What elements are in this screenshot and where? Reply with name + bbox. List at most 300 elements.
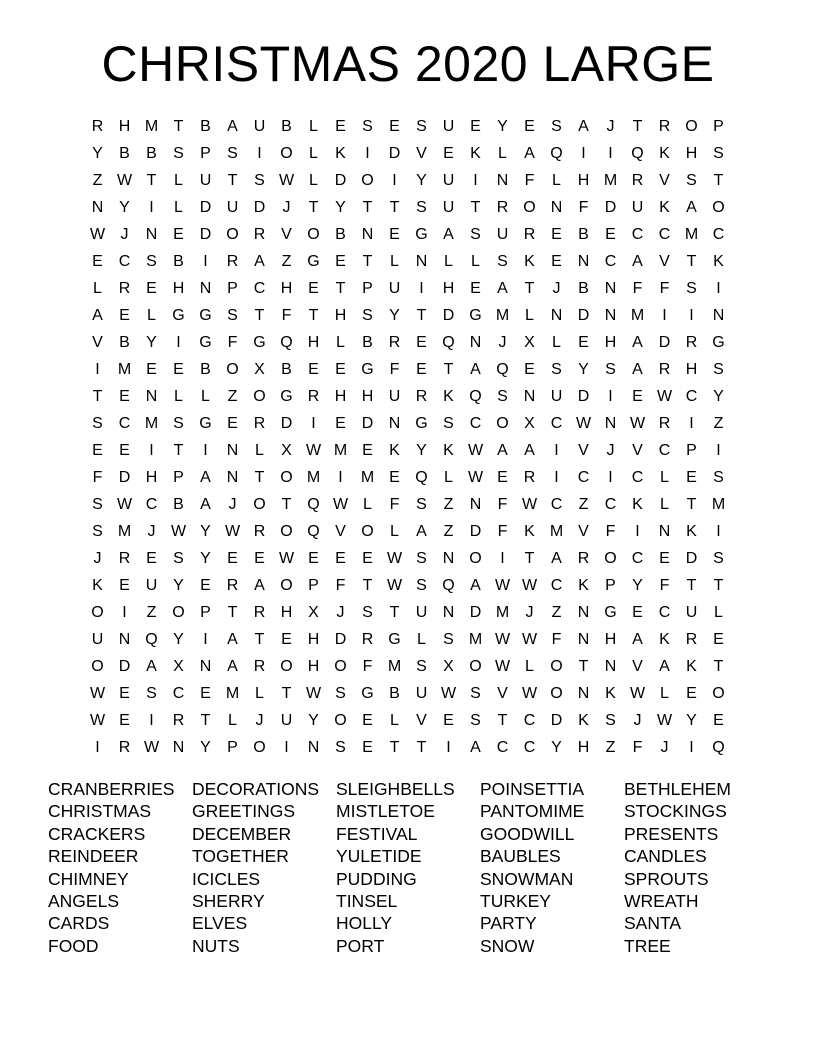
grid-letter: F — [335, 577, 346, 594]
grid-letter: T — [200, 712, 211, 729]
grid-letter: V — [578, 442, 589, 459]
grid-letter: S — [362, 118, 373, 135]
search-word: MISTLETOE — [336, 801, 435, 822]
grid-letter: G — [712, 334, 725, 351]
grid-letter: O — [253, 496, 266, 513]
grid-letter: A — [200, 469, 211, 486]
grid-letter: T — [416, 307, 427, 324]
grid-letter: R — [253, 226, 266, 243]
grid-letter: L — [201, 388, 210, 405]
grid-letter: K — [92, 577, 103, 594]
search-word: CARDS — [48, 913, 110, 934]
grid-letter: U — [388, 280, 401, 297]
grid-letter: I — [608, 469, 613, 486]
grid-letter: T — [92, 388, 103, 405]
grid-letter: I — [95, 361, 100, 378]
grid-letter: J — [606, 442, 615, 459]
grid-letter: Z — [713, 415, 724, 432]
grid-letter: M — [495, 604, 510, 621]
grid-letter: C — [550, 415, 563, 432]
grid-letter: L — [552, 172, 561, 189]
grid-letter: K — [659, 631, 670, 648]
search-word: BAUBLES — [480, 846, 561, 867]
search-word: TINSEL — [336, 891, 398, 912]
search-word: HOLLY — [336, 913, 393, 934]
grid-letter: L — [309, 172, 318, 189]
grid-letter: M — [684, 226, 699, 243]
grid-letter: T — [389, 739, 400, 756]
grid-letter: C — [631, 469, 644, 486]
search-word: WREATH — [624, 891, 699, 912]
grid-letter: E — [200, 685, 211, 702]
grid-letter: Z — [92, 172, 103, 189]
grid-letter: E — [308, 280, 319, 297]
grid-letter: P — [308, 577, 319, 594]
search-word: REINDEER — [48, 846, 139, 867]
grid-letter: S — [173, 550, 184, 567]
search-word: YULETIDE — [336, 846, 422, 867]
grid-letter: R — [226, 577, 239, 594]
grid-letter: V — [281, 226, 292, 243]
grid-letter: G — [415, 226, 428, 243]
search-word: SNOW — [480, 935, 535, 956]
grid-letter: J — [633, 712, 642, 729]
grid-letter: R — [658, 118, 671, 135]
grid-letter: N — [442, 550, 455, 567]
grid-row — [84, 491, 732, 518]
grid-letter: M — [306, 469, 321, 486]
grid-letter: L — [309, 118, 318, 135]
grid-letter: L — [525, 307, 534, 324]
grid-row — [84, 356, 732, 383]
grid-letter: E — [119, 685, 130, 702]
grid-letter: V — [632, 442, 643, 459]
grid-row — [84, 302, 732, 329]
grid-letter: G — [199, 307, 212, 324]
grid-letter: H — [685, 145, 698, 162]
grid-letter: S — [146, 685, 157, 702]
grid-letter: E — [173, 226, 184, 243]
grid-letter: W — [89, 226, 106, 243]
grid-letter: R — [658, 361, 671, 378]
grid-letter: E — [146, 550, 157, 567]
grid-letter: K — [578, 712, 589, 729]
grid-letter: T — [227, 604, 238, 621]
grid-letter: L — [309, 145, 318, 162]
search-word: TURKEY — [480, 891, 551, 912]
grid-letter: O — [550, 658, 563, 675]
grid-letter: Z — [146, 604, 157, 621]
grid-letter: L — [444, 469, 453, 486]
grid-letter: C — [118, 253, 131, 270]
grid-letter: E — [119, 712, 130, 729]
grid-letter: W — [116, 172, 133, 189]
grid-letter: M — [549, 523, 564, 540]
grid-letter: A — [632, 361, 643, 378]
grid-letter: A — [578, 118, 589, 135]
grid-letter: V — [632, 658, 643, 675]
grid-row — [84, 248, 732, 275]
grid-letter: C — [685, 388, 698, 405]
grid-letter: T — [524, 550, 535, 567]
grid-letter: W — [305, 685, 322, 702]
grid-letter: R — [253, 415, 266, 432]
grid-letter: I — [95, 739, 100, 756]
grid-letter: Q — [631, 145, 644, 162]
grid-letter: E — [551, 226, 562, 243]
word-column — [48, 778, 192, 957]
grid-letter: G — [361, 685, 374, 702]
search-word: NUTS — [192, 935, 240, 956]
grid-letter: E — [335, 253, 346, 270]
grid-letter: I — [716, 280, 721, 297]
grid-letter: R — [523, 469, 536, 486]
grid-letter: A — [254, 577, 265, 594]
grid-letter: D — [280, 415, 293, 432]
grid-letter: E — [713, 712, 724, 729]
grid-letter: L — [147, 307, 156, 324]
letter-grid — [84, 113, 732, 761]
search-word: ANGELS — [48, 891, 119, 912]
grid-letter: N — [712, 307, 725, 324]
grid-letter: D — [118, 658, 131, 675]
grid-letter: I — [203, 253, 208, 270]
grid-letter: U — [253, 118, 266, 135]
grid-letter: R — [658, 415, 671, 432]
grid-letter: N — [145, 226, 158, 243]
grid-letter: Q — [307, 523, 320, 540]
grid-letter: T — [335, 280, 346, 297]
grid-letter: A — [470, 361, 481, 378]
grid-letter: T — [254, 307, 265, 324]
grid-letter: N — [577, 685, 590, 702]
grid-letter: T — [443, 361, 454, 378]
grid-letter: D — [253, 199, 266, 216]
grid-letter: Q — [442, 334, 455, 351]
grid-letter: C — [496, 739, 509, 756]
grid-letter: A — [227, 658, 238, 675]
grid-letter: C — [604, 496, 617, 513]
grid-letter: Y — [92, 145, 103, 162]
grid-letter: T — [713, 658, 724, 675]
grid-letter: J — [120, 226, 129, 243]
grid-letter: T — [578, 658, 589, 675]
grid-letter: O — [280, 469, 293, 486]
grid-row — [84, 707, 732, 734]
grid-letter: R — [577, 550, 590, 567]
grid-letter: H — [334, 388, 347, 405]
grid-letter: E — [443, 712, 454, 729]
grid-letter: M — [333, 442, 348, 459]
grid-row — [84, 518, 732, 545]
grid-letter: N — [604, 415, 617, 432]
grid-letter: A — [470, 739, 481, 756]
search-word: PRESENTS — [624, 823, 719, 844]
search-word: FOOD — [48, 935, 99, 956]
grid-letter: R — [685, 334, 698, 351]
grid-letter: S — [470, 226, 481, 243]
grid-letter: H — [307, 334, 320, 351]
grid-letter: L — [660, 685, 669, 702]
grid-letter: W — [521, 496, 538, 513]
grid-letter: N — [118, 631, 131, 648]
grid-letter: D — [442, 307, 455, 324]
grid-letter: S — [362, 604, 373, 621]
grid-letter: E — [686, 469, 697, 486]
grid-letter: R — [253, 523, 266, 540]
grid-letter: W — [224, 523, 241, 540]
grid-letter: R — [307, 388, 320, 405]
grid-letter: J — [228, 496, 237, 513]
grid-letter: D — [685, 550, 698, 567]
grid-letter: T — [254, 631, 265, 648]
grid-letter: J — [552, 280, 561, 297]
grid-row — [84, 599, 732, 626]
grid-letter: I — [149, 442, 154, 459]
search-word: DECEMBER — [192, 823, 292, 844]
grid-letter: F — [389, 496, 400, 513]
grid-letter: R — [415, 388, 428, 405]
grid-letter: F — [389, 361, 400, 378]
grid-row — [84, 545, 732, 572]
grid-letter: Z — [443, 523, 454, 540]
grid-letter: E — [470, 118, 481, 135]
grid-letter: W — [170, 523, 187, 540]
grid-letter: I — [311, 415, 316, 432]
grid-letter: S — [713, 145, 724, 162]
grid-letter: H — [145, 469, 158, 486]
grid-letter: J — [93, 550, 102, 567]
grid-letter: C — [658, 604, 671, 621]
grid-letter: S — [173, 145, 184, 162]
grid-letter: D — [658, 334, 671, 351]
grid-letter: U — [550, 388, 563, 405]
search-word: TOGETHER — [192, 846, 289, 867]
grid-letter: G — [469, 307, 482, 324]
grid-row — [84, 167, 732, 194]
grid-letter: S — [713, 550, 724, 567]
grid-letter: R — [631, 172, 644, 189]
grid-letter: E — [443, 145, 454, 162]
search-word: PARTY — [480, 913, 537, 934]
grid-letter: B — [281, 361, 292, 378]
grid-letter: E — [713, 631, 724, 648]
grid-letter: O — [334, 712, 347, 729]
grid-letter: K — [659, 199, 670, 216]
grid-letter: Y — [551, 739, 562, 756]
grid-letter: E — [362, 550, 373, 567]
grid-letter: G — [199, 415, 212, 432]
grid-letter: O — [550, 685, 563, 702]
grid-letter: O — [253, 739, 266, 756]
grid-letter: M — [144, 118, 159, 135]
grid-letter: K — [632, 496, 643, 513]
grid-letter: T — [227, 172, 238, 189]
grid-letter: O — [712, 199, 725, 216]
search-word: CRANBERRIES — [48, 779, 175, 799]
grid-letter: B — [362, 334, 373, 351]
grid-letter: E — [497, 469, 508, 486]
grid-letter: T — [686, 577, 697, 594]
grid-letter: N — [226, 469, 239, 486]
grid-letter: F — [632, 280, 643, 297]
grid-letter: F — [578, 199, 589, 216]
grid-letter: D — [604, 199, 617, 216]
grid-letter: S — [605, 712, 616, 729]
grid-letter: O — [91, 658, 104, 675]
grid-letter: G — [307, 253, 320, 270]
grid-letter: F — [659, 280, 670, 297]
grid-letter: S — [254, 172, 265, 189]
grid-letter: S — [713, 469, 724, 486]
grid-letter: L — [444, 253, 453, 270]
grid-letter: V — [659, 253, 670, 270]
grid-letter: C — [550, 496, 563, 513]
grid-letter: G — [415, 415, 428, 432]
grid-letter: M — [603, 172, 618, 189]
grid-letter: Y — [416, 172, 427, 189]
grid-letter: O — [469, 550, 482, 567]
grid-letter: U — [226, 199, 239, 216]
grid-letter: X — [524, 334, 535, 351]
grid-letter: C — [253, 280, 266, 297]
grid-letter: N — [577, 253, 590, 270]
grid-letter: V — [92, 334, 103, 351]
grid-letter: C — [658, 442, 671, 459]
grid-row — [84, 572, 732, 599]
grid-letter: S — [470, 685, 481, 702]
grid-letter: I — [500, 550, 505, 567]
grid-letter: I — [581, 145, 586, 162]
grid-letter: Y — [200, 739, 211, 756]
search-word: SANTA — [624, 913, 682, 934]
grid-row — [84, 653, 732, 680]
grid-letter: R — [361, 631, 374, 648]
page-title: CHRISTMAS 2020 LARGE — [101, 36, 715, 92]
grid-letter: S — [551, 118, 562, 135]
grid-letter: N — [604, 307, 617, 324]
grid-letter: T — [362, 253, 373, 270]
grid-letter: P — [200, 145, 211, 162]
grid-letter: A — [632, 334, 643, 351]
grid-letter: S — [497, 253, 508, 270]
grid-letter: N — [91, 199, 104, 216]
grid-letter: B — [119, 334, 130, 351]
grid-letter: W — [521, 685, 538, 702]
grid-letter: U — [280, 712, 293, 729]
grid-letter: W — [494, 577, 511, 594]
grid-letter: Y — [686, 712, 697, 729]
grid-letter: I — [419, 280, 424, 297]
search-word: PUDDING — [336, 868, 417, 889]
search-word: GREETINGS — [192, 801, 296, 822]
grid-letter: Y — [578, 361, 589, 378]
search-word: DECORATIONS — [192, 779, 320, 799]
grid-letter: E — [173, 361, 184, 378]
grid-letter: X — [524, 415, 535, 432]
grid-letter: H — [280, 280, 293, 297]
grid-letter: E — [335, 361, 346, 378]
grid-letter: W — [278, 172, 295, 189]
grid-letter: C — [118, 415, 131, 432]
grid-letter: I — [689, 307, 694, 324]
grid-letter: B — [200, 361, 211, 378]
word-column — [192, 778, 336, 957]
grid-letter: E — [362, 739, 373, 756]
grid-letter: T — [146, 172, 157, 189]
grid-letter: D — [334, 631, 347, 648]
grid-letter: O — [496, 415, 509, 432]
grid-letter: W — [89, 712, 106, 729]
grid-letter: B — [578, 280, 589, 297]
grid-letter: C — [145, 496, 158, 513]
grid-letter: C — [631, 226, 644, 243]
grid-letter: N — [577, 604, 590, 621]
grid-letter: E — [335, 118, 346, 135]
grid-letter: L — [390, 253, 399, 270]
grid-letter: Y — [146, 334, 157, 351]
grid-letter: F — [92, 469, 103, 486]
grid-letter: Q — [442, 577, 455, 594]
grid-letter: D — [199, 226, 212, 243]
grid-letter: A — [200, 496, 211, 513]
grid-letter: O — [361, 172, 374, 189]
grid-letter: P — [713, 118, 724, 135]
grid-letter: U — [415, 604, 428, 621]
grid-letter: S — [470, 712, 481, 729]
grid-letter: E — [389, 118, 400, 135]
grid-letter: U — [91, 631, 104, 648]
grid-letter: I — [473, 172, 478, 189]
grid-letter: E — [227, 415, 238, 432]
grid-letter: D — [199, 199, 212, 216]
grid-letter: K — [443, 388, 454, 405]
grid-letter: Y — [713, 388, 724, 405]
grid-letter: Q — [496, 361, 509, 378]
grid-letter: C — [523, 712, 536, 729]
grid-letter: D — [388, 145, 401, 162]
grid-letter: E — [335, 550, 346, 567]
grid-letter: K — [578, 577, 589, 594]
grid-letter: A — [632, 253, 643, 270]
grid-letter: L — [390, 523, 399, 540]
grid-letter: W — [386, 550, 403, 567]
grid-letter: E — [389, 226, 400, 243]
search-word: CHIMNEY — [48, 868, 129, 889]
grid-letter: C — [658, 226, 671, 243]
grid-letter: I — [149, 199, 154, 216]
search-word: CRACKERS — [48, 823, 146, 844]
grid-letter: K — [524, 523, 535, 540]
grid-letter: I — [662, 307, 667, 324]
grid-letter: S — [416, 550, 427, 567]
grid-letter: O — [280, 523, 293, 540]
grid-letter: U — [442, 118, 455, 135]
grid-letter: J — [606, 118, 615, 135]
grid-letter: L — [336, 334, 345, 351]
grid-letter: E — [119, 577, 130, 594]
grid-letter: F — [497, 523, 508, 540]
grid-letter: S — [443, 415, 454, 432]
grid-letter: T — [362, 577, 373, 594]
grid-letter: D — [334, 172, 347, 189]
grid-letter: N — [361, 226, 374, 243]
grid-letter: N — [604, 658, 617, 675]
grid-letter: O — [604, 550, 617, 567]
grid-letter: V — [335, 523, 346, 540]
grid-letter: L — [174, 172, 183, 189]
grid-letter: R — [91, 118, 104, 135]
